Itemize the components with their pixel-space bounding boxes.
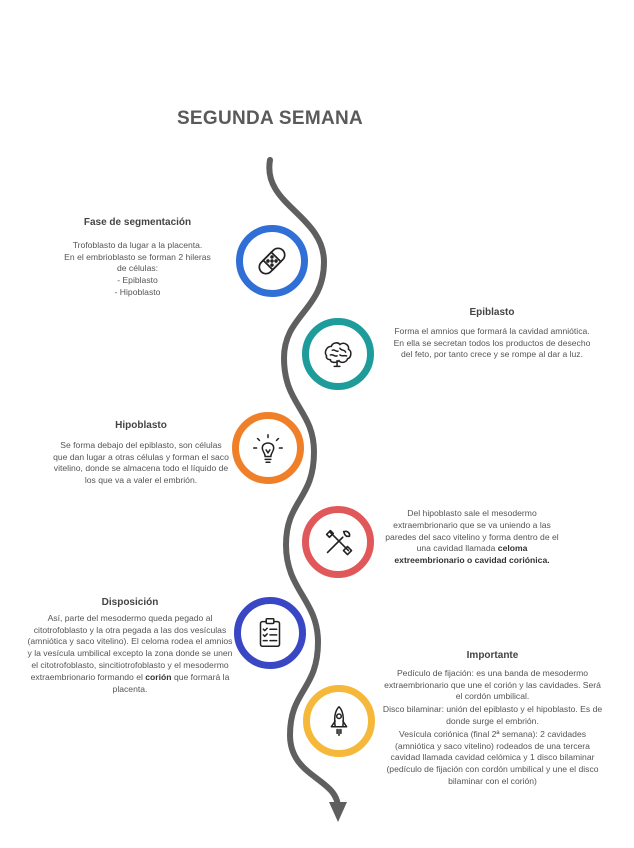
step-circle-yellow — [303, 685, 375, 757]
step-circle-teal — [302, 318, 374, 390]
card-heading: Importante — [466, 650, 519, 661]
lightbulb-icon — [249, 429, 287, 467]
card-heading: Disposición — [101, 597, 159, 608]
list-item: - Hipoblasto — [114, 286, 161, 297]
card-heading: Hipoblasto — [115, 420, 167, 431]
card-heading: Epiblasto — [469, 307, 515, 318]
tools-icon — [319, 523, 357, 561]
card-text — [383, 508, 561, 567]
card-text: En el embrioblasto se forman 2 hileras de células: — [64, 251, 211, 274]
step-circle-blue — [236, 225, 308, 297]
card-list — [50, 275, 225, 299]
card-mesodermo — [383, 508, 561, 567]
checklist-icon — [251, 614, 289, 652]
card-text-strong: corión — [145, 671, 172, 682]
card-text: Vesícula coriónica (final 2ª semana): 2 cavidades (amniótica y saco vitelino) rodeados de una tercera cavidad llamada cavidad celómica y 1 disco bilaminar (pedículo de fijación con cordón umbilical y une el disco bilaminar con el corión) — [386, 728, 599, 786]
brain-icon — [319, 335, 357, 373]
card-text-strong: celoma extreembrionario o cavidad coriónica. — [394, 543, 550, 566]
timeline-arrowhead — [329, 802, 347, 822]
card-text: Forma el amnios que formará la cavidad amniótica. En ella se secretan todos los productos de desecho del feto, por tanto crece y se rompe al dar a luz. — [393, 325, 591, 360]
card-text: Trofoblasto da lugar a la placenta. — [72, 239, 203, 250]
card-disposicion — [25, 597, 235, 695]
page-title: SEGUNDA SEMANA — [176, 108, 364, 129]
step-circle-red — [302, 506, 374, 578]
card-heading: Fase de segmentación — [83, 217, 192, 228]
step-circle-orange — [232, 412, 304, 484]
step-circle-indigo — [234, 597, 306, 669]
card-text: Se forma debajo del epiblasto, son células que dan lugar a otras células y forman el saco vitelino, donde se almacena todo el líquido de los que va a valer el embrión. — [53, 439, 229, 486]
card-text: Pedículo de fijación: es una banda de mesodermo extraembrionario que une el corión y las cavidades. Será el cordón umbilical. — [384, 667, 601, 702]
card-hipoblasto — [52, 420, 230, 487]
list-item: - Epiblasto — [117, 275, 158, 286]
card-text-plain: Del hipoblasto sale el mesodermo extraembrionario que se va uniendo a las paredes del saco vitelino y forma dentro de el una cavidad llamada — [385, 508, 559, 554]
card-text-plain: Así, parte del mesodermo queda pegado al citotrofoblasto y la otra pegada a las dos vesículas (amniótica y saco vitelino). El celoma rodea el amnios y la vesícula umbilical excepto la zona donde se unen el citotrofoblasto, sincitiotrofoblasto y el mesodermo extraembrionario formando el — [27, 612, 233, 682]
bandage-icon — [253, 242, 291, 280]
card-importante — [380, 650, 605, 788]
card-text-tail: que formará la placenta. — [112, 671, 230, 694]
card-text — [25, 613, 235, 696]
card-fase-segmentacion — [50, 217, 225, 299]
card-text: Disco bilaminar: unión del epiblasto y el hipoblasto. Es de donde surge el embrión. — [382, 704, 603, 726]
rocket-icon — [320, 702, 358, 740]
card-epiblasto — [393, 307, 591, 361]
